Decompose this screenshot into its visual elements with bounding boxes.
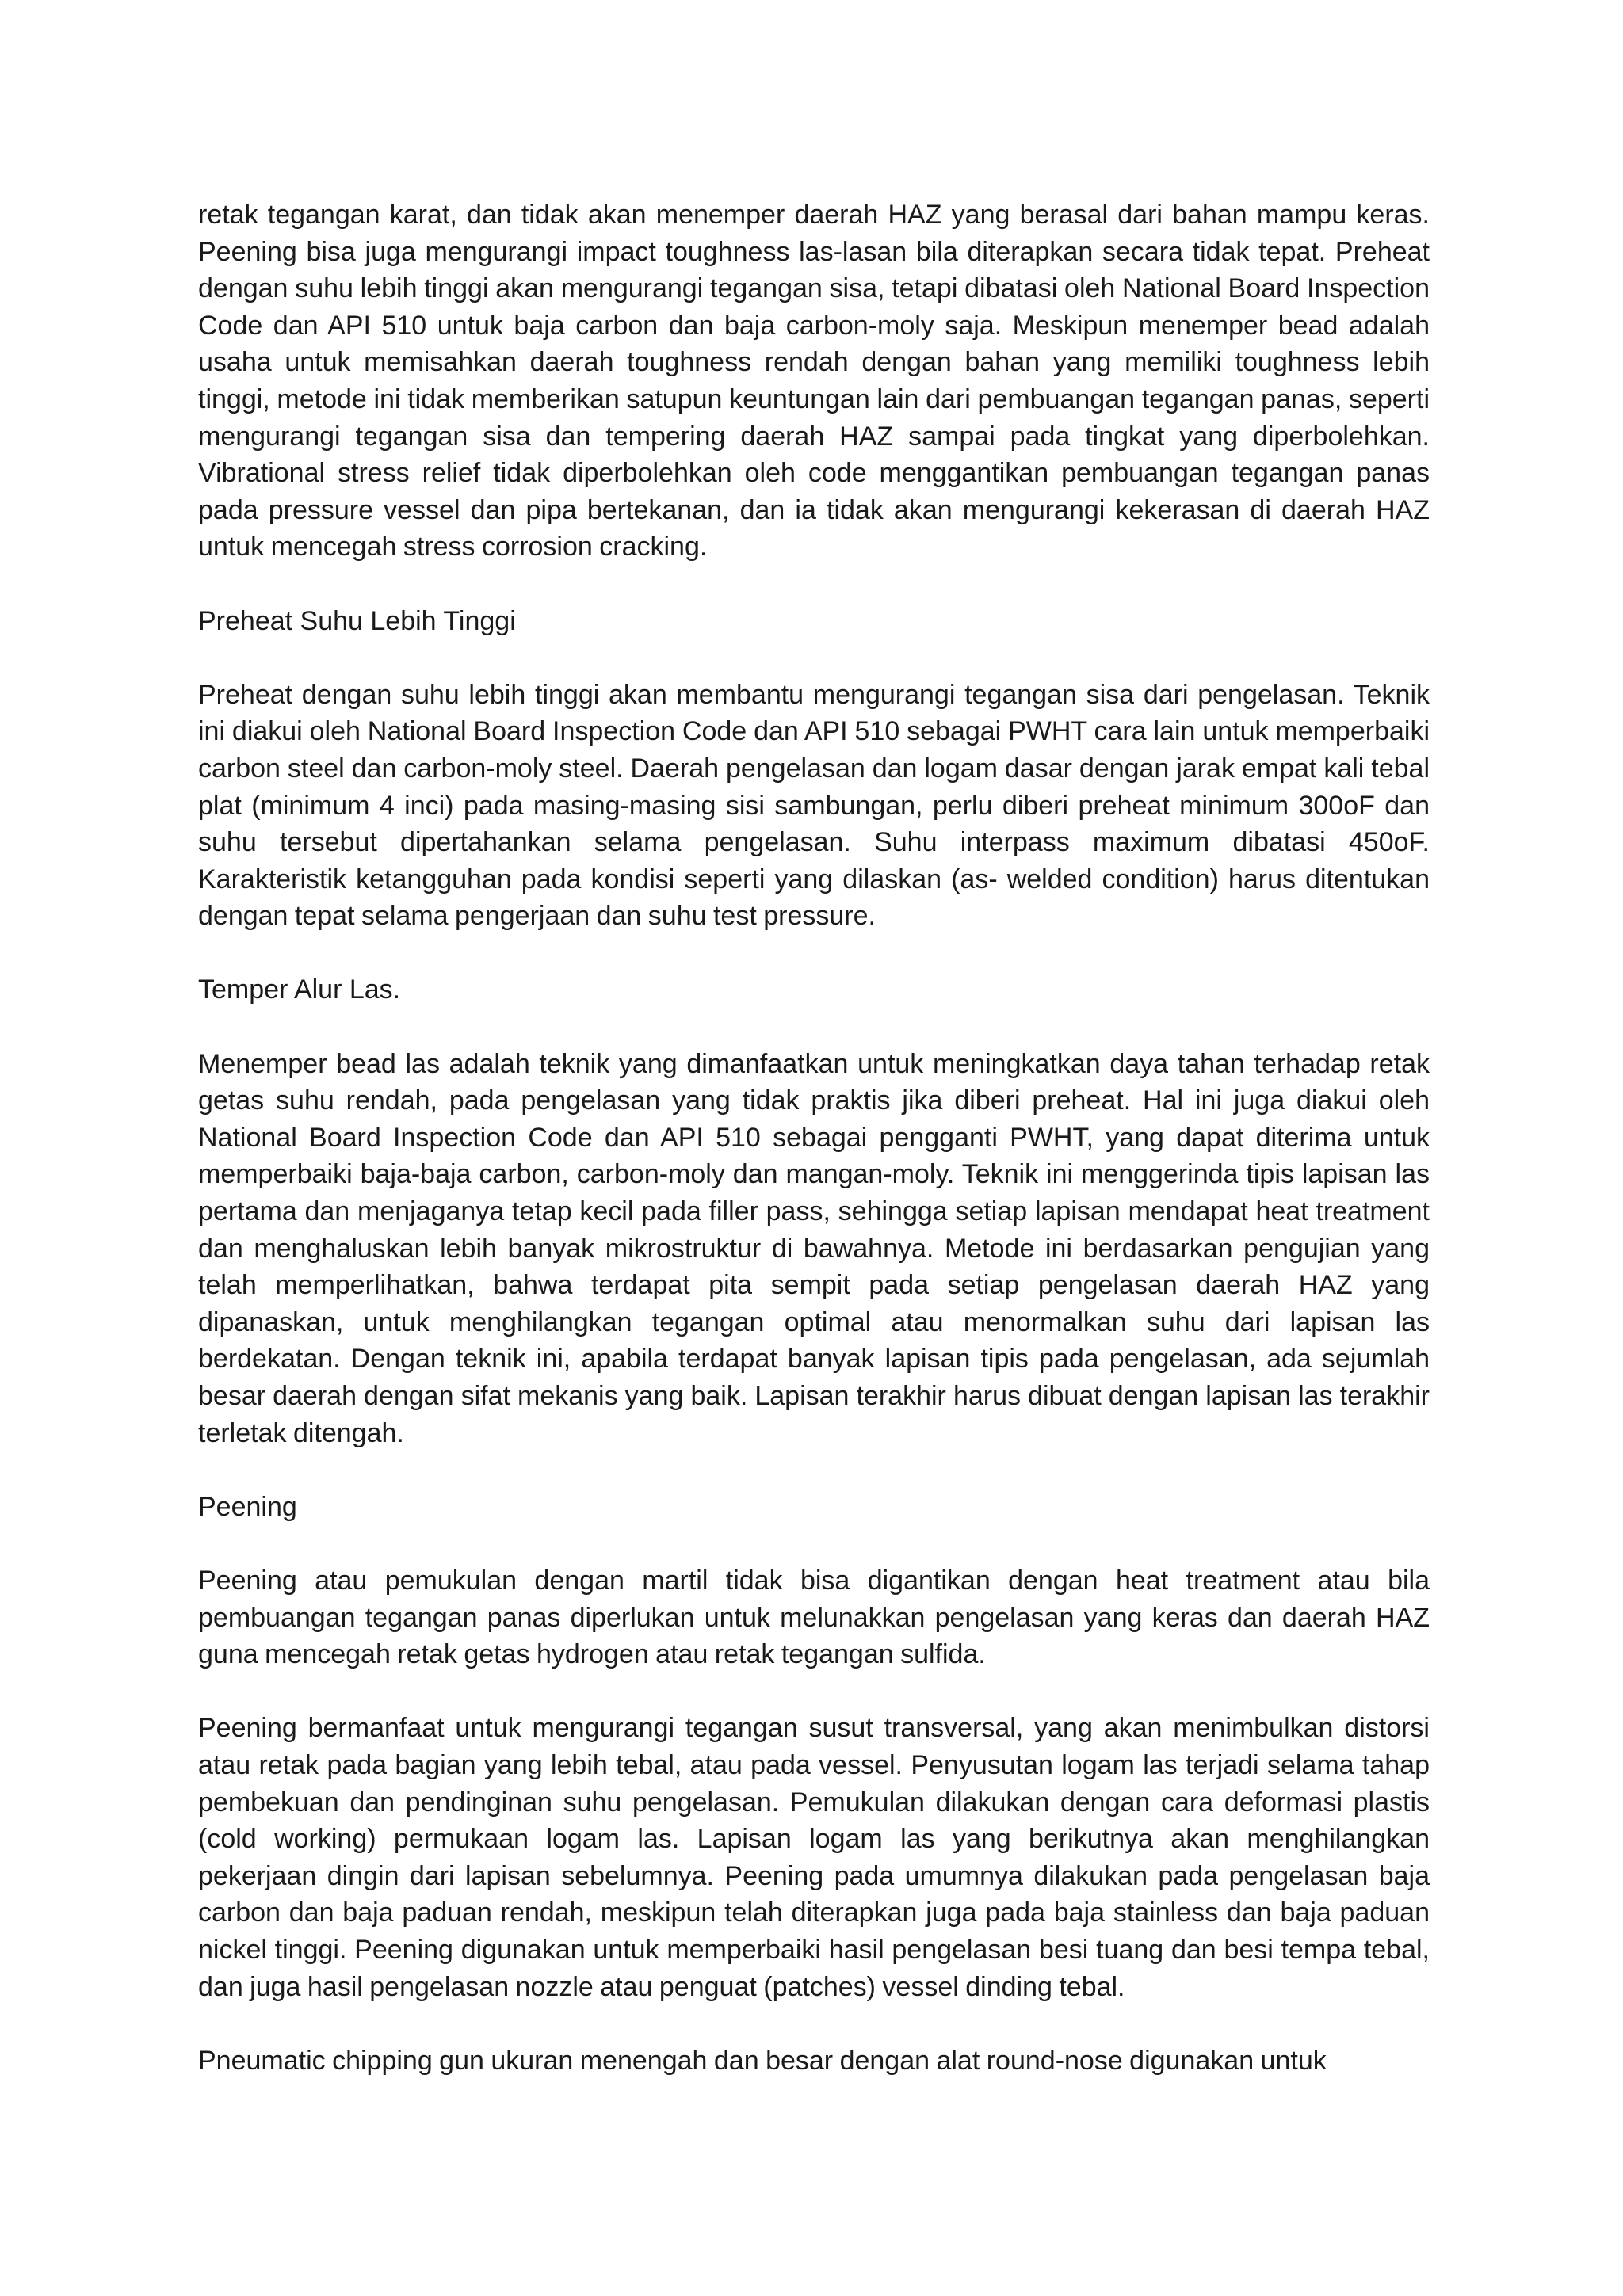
paragraph-pneumatic: Pneumatic chipping gun ukuran menengah dan besar dengan alat round-nose digunakan untuk (198, 2045, 1327, 2076)
document-page (198, 196, 1430, 2079)
paragraph-preheat: Preheat dengan suhu lebih tinggi akan membantu mengurangi tegangan sisa dari pengelasan. Teknik ini diakui oleh National Board Inspection Code dan API 510 sebagai PWHT cara lain untuk memperbaiki carbon steel dan carbon-moly steel. Daerah pengelasan dan logam dasar dengan jarak empat kali tebal plat (minimum 4 inci) pada masing-masing sisi sambungan, perlu diberi preheat minimum 300oF dan suhu tersebut dipertahankan selama pengelasan. Suhu interpass maximum dibatasi 450oF. Karakteristik ketangguhan pada kondisi seperti yang dilaskan (as- welded condition) harus ditentukan dengan tepat selama pengerjaan dan suhu test pressure. (198, 679, 1430, 932)
paragraph-intro: retak tegangan karat, dan tidak akan menemper daerah HAZ yang berasal dari bahan mampu keras. Peening bisa juga mengurangi impact toughness las-lasan bila diterapkan secara tidak tepat. Preheat dengan suhu lebih tinggi akan mengurangi tegangan sisa, tetapi dibatasi oleh National Board Inspection Code dan API 510 untuk baja carbon dan baja carbon-moly saja. Meskipun menemper bead adalah usaha untuk memisahkan daerah toughness rendah dengan bahan yang memiliki toughness lebih tinggi, metode ini tidak memberikan satupun keuntungan lain dari pembuangan tegangan panas, seperti mengurangi tegangan sisa dan tempering daerah HAZ sampai pada tingkat yang diperbolehkan. Vibrational stress relief tidak diperbolehkan oleh code menggantikan pembuangan tegangan panas pada pressure vessel dan pipa bertekanan, dan ia tidak akan mengurangi kekerasan di daerah HAZ untuk mencegah stress corrosion cracking. (198, 200, 1430, 563)
section-heading-peening: Peening (198, 1491, 297, 1522)
section-heading-temper: Temper Alur Las. (198, 974, 401, 1005)
paragraph-temper: Menemper bead las adalah teknik yang dimanfaatkan untuk meningkatkan daya tahan terhadap retak getas suhu rendah, pada pengelasan yang tidak praktis jika diberi preheat. Hal ini juga diakui oleh National Board Inspection Code dan API 510 sebagai pengganti PWHT, yang dapat diterima untuk memperbaiki baja-baja carbon, carbon-moly dan mangan-moly. Teknik ini menggerinda tipis lapisan las pertama dan menjaganya tetap kecil pada filler pass, sehingga setiap lapisan mendapat heat treatment dan menghaluskan lebih banyak mikrostruktur di bawahnya. Metode ini berdasarkan pengujian yang telah memperlihatkan, bahwa terdapat pita sempit pada setiap pengelasan daerah HAZ yang dipanaskan, untuk menghilangkan tegangan optimal atau menormalkan suhu dari lapisan las berdekatan. Dengan teknik ini, apabila terdapat banyak lapisan tipis pada pengelasan, ada sejumlah besar daerah dengan sifat mekanis yang baik. Lapisan terakhir harus dibuat dengan lapisan las terakhir terletak ditengah. (198, 1048, 1430, 1448)
section-heading-preheat: Preheat Suhu Lebih Tinggi (198, 605, 516, 636)
paragraph-peening-2: Peening bermanfaat untuk mengurangi tegangan susut transversal, yang akan menimbulkan distorsi atau retak pada bagian yang lebih tebal, atau pada vessel. Penyusutan logam las terjadi selama tahap pembekuan dan pendinginan suhu pengelasan. Pemukulan dilakukan dengan cara deformasi plastis (cold working) permukaan logam las. Lapisan logam las yang berikutnya akan menghilangkan pekerjaan dingin dari lapisan sebelumnya. Peening pada umumnya dilakukan pada pengelasan baja carbon dan baja paduan rendah, meskipun telah diterapkan juga pada baja stainless dan baja paduan nickel tinggi. Peening digunakan untuk memperbaiki hasil pengelasan besi tuang dan besi tempa tebal, dan juga hasil pengelasan nozzle atau penguat (patches) vessel dinding tebal. (198, 1713, 1430, 2002)
paragraph-peening-1: Peening atau pemukulan dengan martil tidak bisa digantikan dengan heat treatment atau bila pembuangan tegangan panas diperlukan untuk melunakkan pengelasan yang keras dan daerah HAZ guna mencegah retak getas hydrogen atau retak tegangan sulfida. (198, 1565, 1430, 1670)
